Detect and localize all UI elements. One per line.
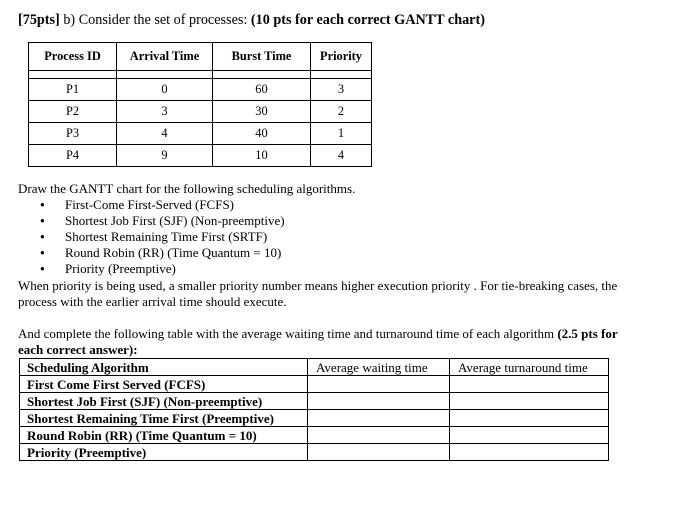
cell-process-id: P2 xyxy=(29,101,117,123)
cell-average-waiting-time xyxy=(308,444,450,461)
average-table-header xyxy=(20,359,609,376)
table-row xyxy=(29,101,372,123)
cell-average-waiting-time xyxy=(308,393,450,410)
cell-process-id: P1 xyxy=(29,79,117,101)
process-table xyxy=(28,42,372,167)
question-header xyxy=(18,12,485,29)
cell-burst-time: 30 xyxy=(213,101,311,123)
table-spacer-row xyxy=(29,71,372,79)
table-row xyxy=(20,444,609,461)
list-item: ● Round Robin (RR) (Time Quantum = 10) xyxy=(40,245,285,261)
cell-priority: 4 xyxy=(311,145,372,167)
cell-process-id: P3 xyxy=(29,123,117,145)
cell-average-turnaround-time xyxy=(450,393,609,410)
algorithm-list xyxy=(40,197,285,277)
table-row xyxy=(20,427,609,444)
header-burst-time: Burst Time xyxy=(213,43,311,71)
list-item: ● First-Come First-Served (FCFS) xyxy=(40,197,285,213)
cell-average-waiting-time xyxy=(308,376,450,393)
cell-algorithm: Shortest Job First (SJF) (Non-preemptive) xyxy=(20,393,308,410)
gantt-prompt: Draw the GANTT chart for the following scheduling algorithms. xyxy=(18,181,356,196)
list-item: ● Priority (Preemptive) xyxy=(40,261,285,277)
table-row xyxy=(20,410,609,427)
cell-burst-time: 60 xyxy=(213,79,311,101)
header-bold-text: (10 pts for each correct GANTT chart) xyxy=(250,12,485,28)
cell-priority: 1 xyxy=(311,123,372,145)
cell-average-waiting-time xyxy=(308,410,450,427)
cell-arrival-time: 3 xyxy=(117,101,213,123)
cell-algorithm: Round Robin (RR) (Time Quantum = 10) xyxy=(20,427,308,444)
cell-algorithm: Shortest Remaining Time First (Preemptive) xyxy=(20,410,308,427)
priority-note-line-2: process with the earlier arrival time should execute. xyxy=(18,294,287,309)
cell-priority: 2 xyxy=(311,101,372,123)
header-scheduling-algorithm: Scheduling Algorithm xyxy=(20,359,308,376)
cell-average-turnaround-time xyxy=(450,410,609,427)
header-average-turnaround-time: Average turnaround time xyxy=(450,359,609,376)
table-row xyxy=(20,376,609,393)
header-arrival-time: Arrival Time xyxy=(117,43,213,71)
cell-average-waiting-time xyxy=(308,427,450,444)
points-label: [75pts] xyxy=(18,12,60,28)
cell-arrival-time: 9 xyxy=(117,145,213,167)
cell-average-turnaround-time xyxy=(450,376,609,393)
table-row xyxy=(20,393,609,410)
complete-instruction-points: (2.5 pts for xyxy=(557,326,618,341)
list-item: ● Shortest Remaining Time First (SRTF) xyxy=(40,229,285,245)
average-times-table xyxy=(19,358,609,461)
cell-average-turnaround-time xyxy=(450,444,609,461)
cell-process-id: P4 xyxy=(29,145,117,167)
list-item: ● Shortest Job First (SJF) (Non-preemptive) xyxy=(40,213,285,229)
cell-burst-time: 40 xyxy=(213,123,311,145)
cell-burst-time: 10 xyxy=(213,145,311,167)
header-priority: Priority xyxy=(311,43,372,71)
complete-instruction-line-1 xyxy=(18,326,618,342)
priority-note-line-1: When priority is being used, a smaller priority number means higher execution priority . For tie-breaking cases, the xyxy=(18,278,618,293)
table-row xyxy=(29,145,372,167)
cell-average-turnaround-time xyxy=(450,427,609,444)
complete-instruction-text: And complete the following table with the average waiting time and turnaround time of each algorithm xyxy=(18,326,558,341)
complete-instruction-line-2: each correct answer): xyxy=(18,342,138,357)
cell-priority: 3 xyxy=(311,79,372,101)
process-table-header xyxy=(29,43,372,71)
cell-arrival-time: 0 xyxy=(117,79,213,101)
header-text: b) Consider the set of processes: xyxy=(59,12,251,28)
cell-algorithm: Priority (Preemptive) xyxy=(20,444,308,461)
table-row xyxy=(29,123,372,145)
cell-arrival-time: 4 xyxy=(117,123,213,145)
cell-algorithm: First Come First Served (FCFS) xyxy=(20,376,308,393)
table-row xyxy=(29,79,372,101)
header-average-waiting-time: Average waiting time xyxy=(308,359,450,376)
header-process-id: Process ID xyxy=(29,43,117,71)
